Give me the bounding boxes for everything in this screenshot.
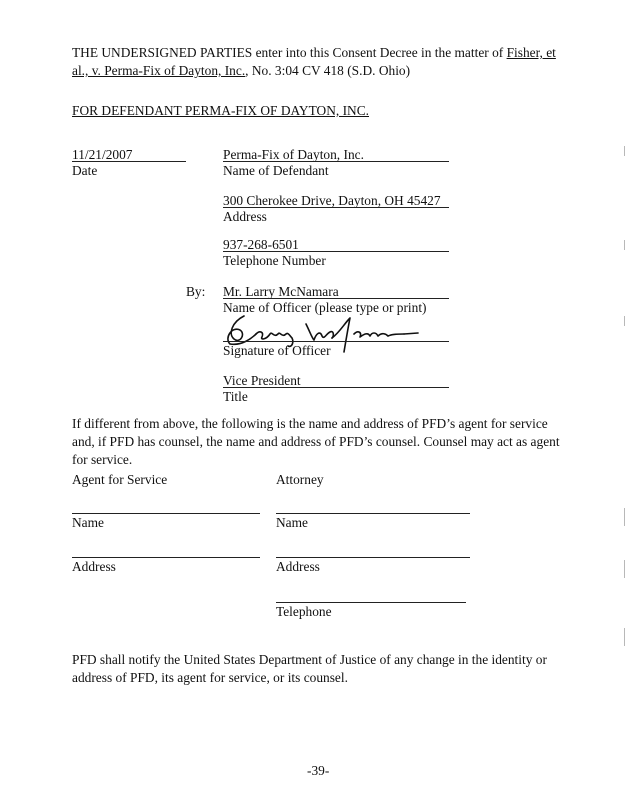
attorney-telephone-label: Telephone	[276, 604, 332, 619]
agent-address-label: Address	[72, 559, 116, 574]
phone-label: Telephone Number	[223, 253, 326, 268]
agent-heading: Agent for Service	[72, 472, 168, 487]
page-number: -39-	[307, 763, 330, 778]
intro-paragraph	[72, 44, 572, 80]
by-label: By:	[186, 284, 206, 299]
defendant-label: Name of Defendant	[223, 163, 329, 178]
scan-mark	[624, 560, 625, 578]
attorney-name-label: Name	[276, 515, 308, 530]
scan-mark	[624, 628, 625, 646]
title-label: Title	[223, 389, 248, 404]
title-value: Vice President	[223, 373, 301, 388]
section-heading: FOR DEFENDANT PERMA-FIX OF DAYTON, INC.	[72, 103, 369, 118]
scan-mark	[624, 146, 625, 156]
title-line	[223, 387, 449, 388]
date-label: Date	[72, 163, 98, 178]
intro-prefix: THE UNDERSIGNED PARTIES enter into this Consent Decree in the matter of	[72, 45, 507, 60]
notify-paragraph: PFD shall notify the United States Department of Justice of any change in the identity or address of PFD, its agent for service, or its counsel.	[72, 652, 547, 685]
case-name: Fisher, et al., v. Perma-Fix of Dayton, Inc.	[72, 45, 556, 78]
address-value: 300 Cherokee Drive, Dayton, OH 45427	[223, 193, 441, 208]
scan-mark	[624, 508, 625, 526]
defendant-value: Perma-Fix of Dayton, Inc.	[223, 147, 364, 162]
address-label: Address	[223, 209, 267, 224]
attorney-address-label: Address	[276, 559, 320, 574]
case-number: , No. 3:04 CV 418 (S.D. Ohio)	[245, 63, 411, 78]
agent-paragraph: If different from above, the following is the name and address of PFD’s agent for service and, if PFD has counsel, the name and address of PFD’s counsel. Counsel may act as agent for service.	[72, 416, 560, 467]
officer-value: Mr. Larry McNamara	[223, 284, 339, 299]
attorney-heading: Attorney	[276, 472, 324, 487]
scan-mark	[624, 316, 625, 326]
officer-label: Name of Officer (please type or print)	[223, 300, 427, 315]
signature-label: Signature of Officer	[223, 343, 331, 358]
agent-name-label: Name	[72, 515, 104, 530]
phone-value: 937-268-6501	[223, 237, 299, 252]
date-value: 11/21/2007	[72, 147, 133, 162]
scan-mark	[624, 240, 625, 250]
